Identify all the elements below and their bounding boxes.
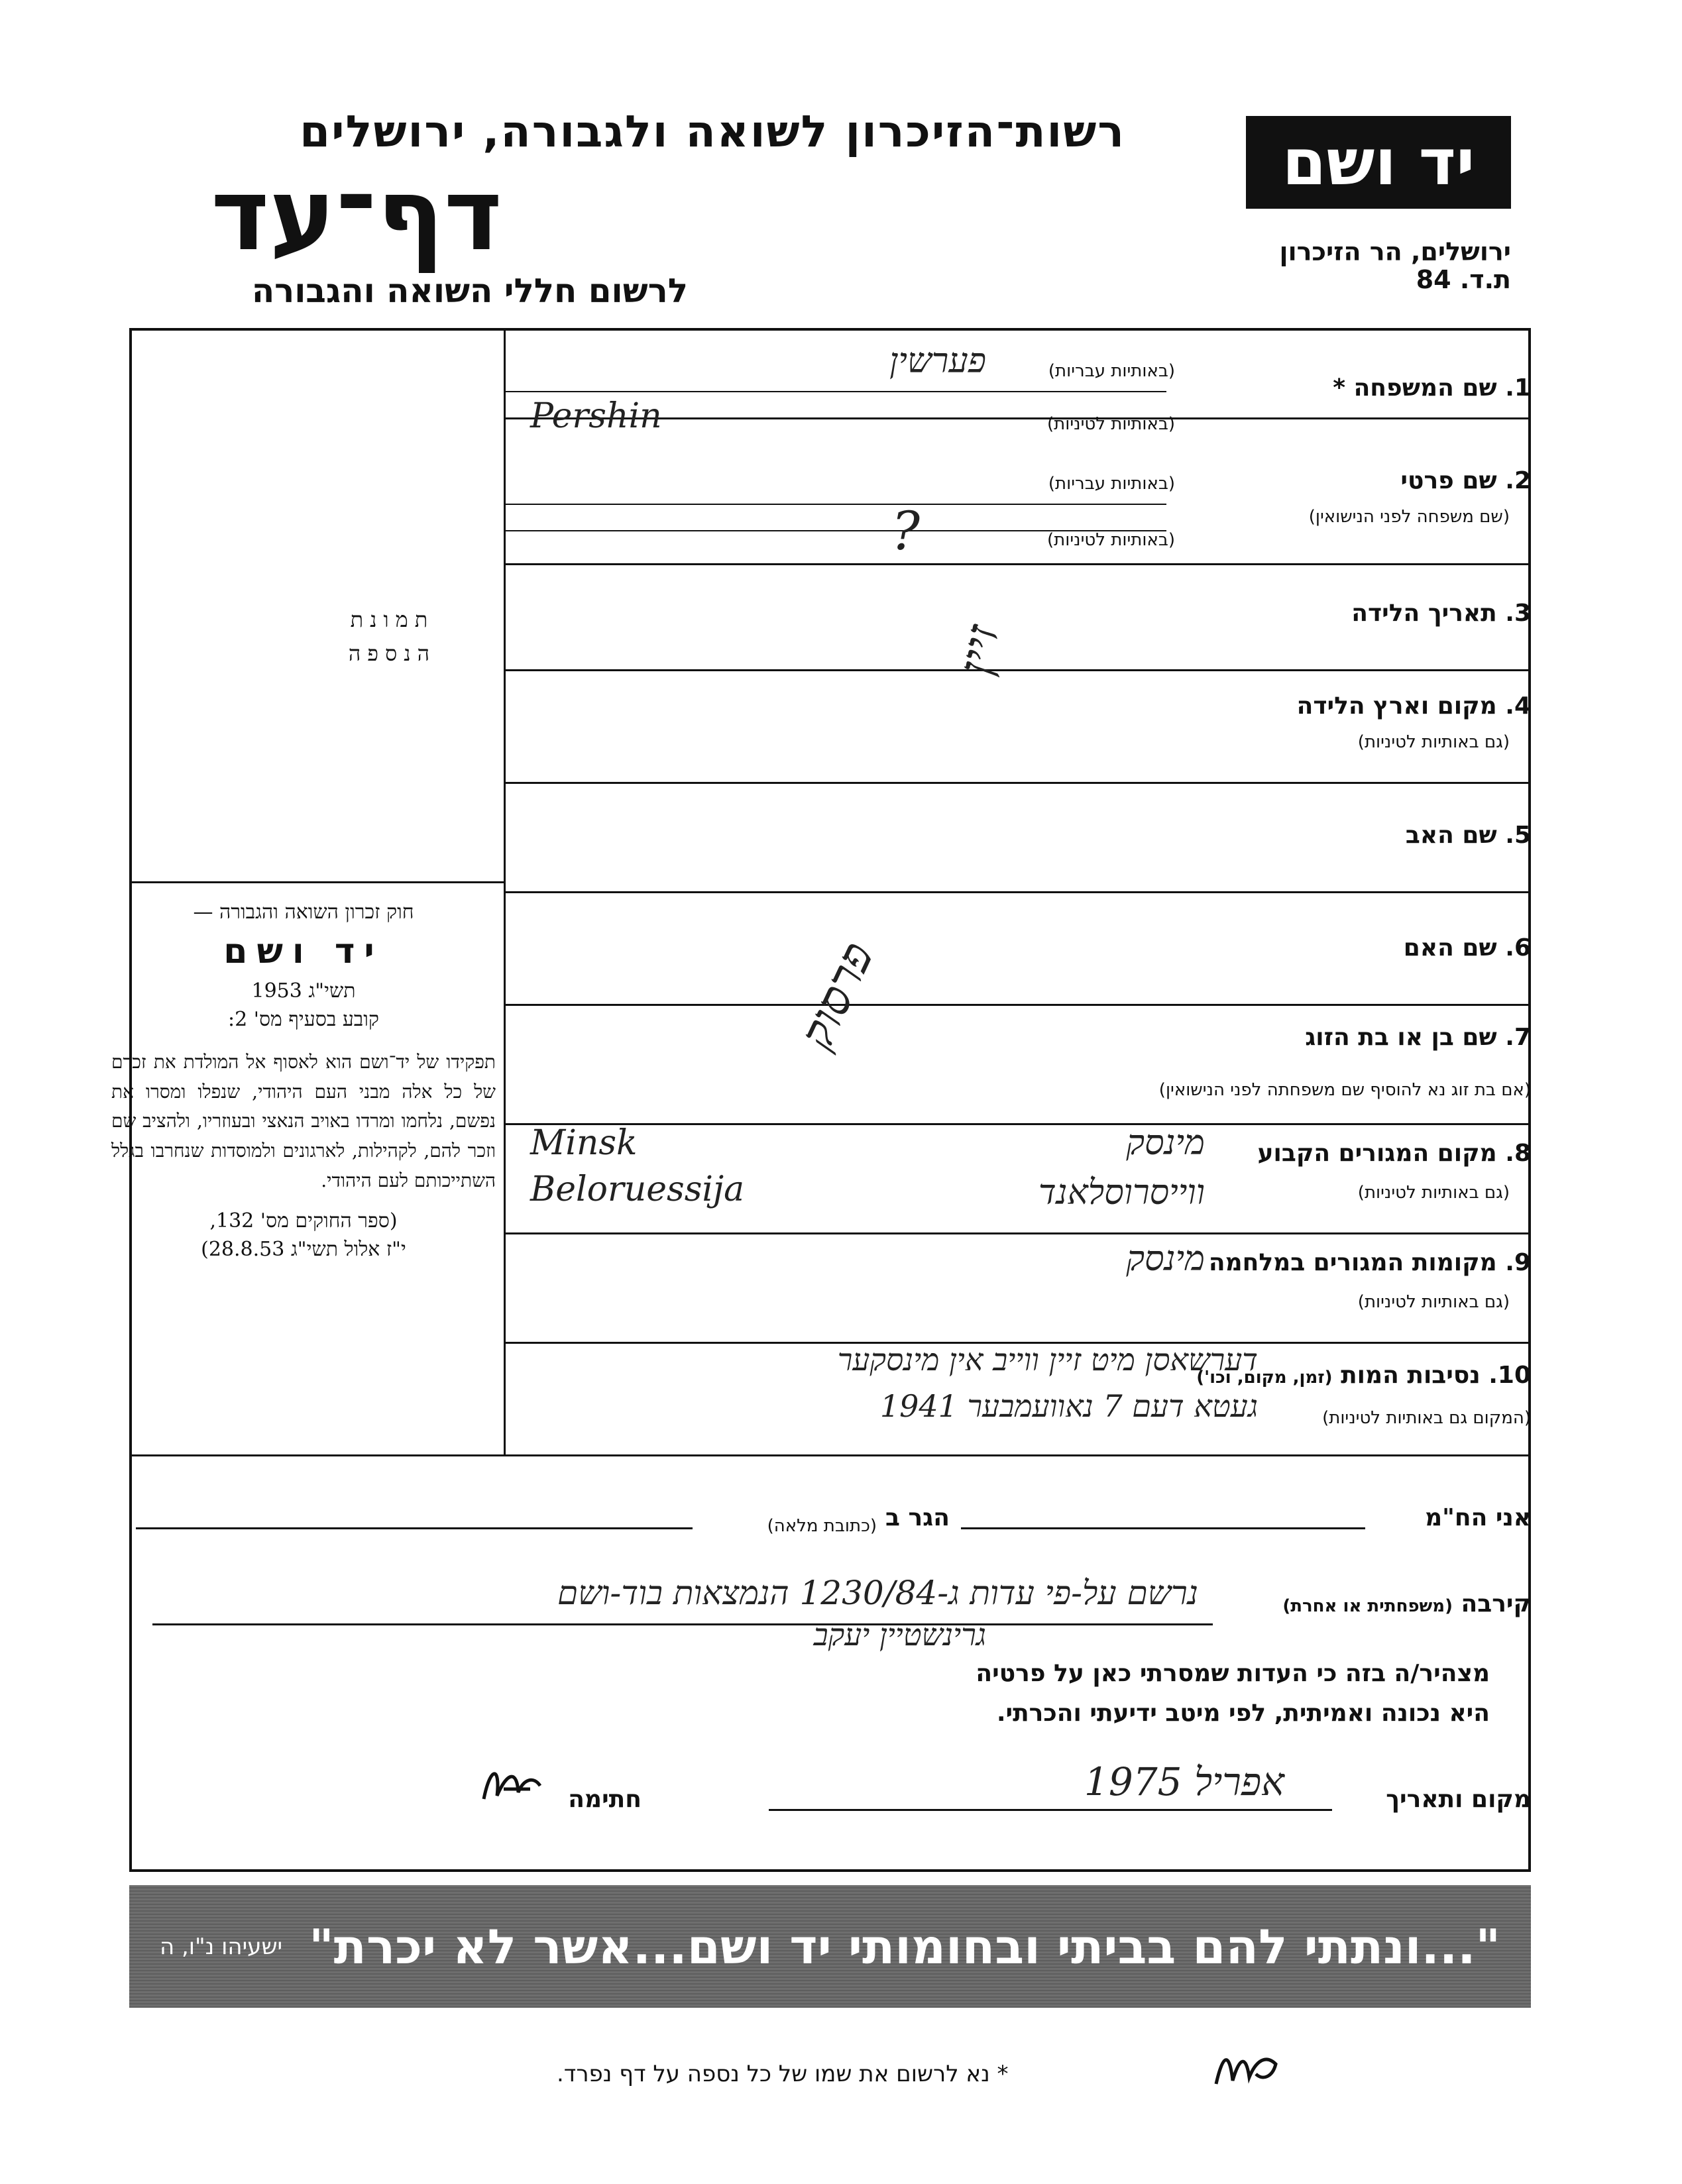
- field-2-latin-hint: (באותיות לטיניות): [1047, 530, 1175, 550]
- statement-line-1: מצהיר/ה בזה כי העדות שמסרתי כאן על פרטיה: [976, 1660, 1490, 1687]
- field-8-note: (גם באותיות לטיניות): [1357, 1183, 1510, 1203]
- field-2-note: (שם משפחה לפני הנישואין): [1308, 507, 1510, 527]
- field-7-note: (אם בת זוג נא להוסיף שם משפחתה לפני הנישואין): [1158, 1080, 1531, 1100]
- field-8-latin-country[interactable]: Beloruessija: [530, 1170, 745, 1209]
- place-date-label: מקום ותאריך: [1386, 1786, 1531, 1813]
- place-date-value[interactable]: אפריל 1975: [1084, 1759, 1284, 1804]
- row-divider: [504, 1232, 1531, 1234]
- field-5-label: 5. שם האב: [1405, 822, 1531, 849]
- field-10-label: 10. נסיבות המות (זמן, מקום, וכו'): [1196, 1362, 1531, 1389]
- field-8-latin-city[interactable]: Minsk: [530, 1123, 638, 1163]
- row-divider: [504, 782, 1531, 784]
- field-1-hebrew-hint: (באותיות עבריות): [1048, 361, 1175, 381]
- field-1-latin-value[interactable]: Pershin: [530, 396, 662, 436]
- law-body: תפקידו של יד־ושם הוא לאסוף אל המולדת את זכרם של כל אלה מבני העם היהודי, שנפלו ומסרו את נפשם, נלחמו ומרדו באויב הנאצי ובעוזריו, ולהציב שם וזכר להם, לקהילות, לארגונים ולמוסדות שנחרבו בגלל השתייכותם לעם היהודי.: [111, 1050, 496, 1192]
- address-note: (כתובת מלאה): [767, 1516, 877, 1536]
- section-divider: [129, 1454, 1531, 1456]
- banner-source: ישעיהו נ"ו, ה: [159, 1933, 283, 1960]
- field-4-note: (גם באותיות לטיניות): [1357, 732, 1510, 752]
- handwritten-note-diagonal: פרסוק: [789, 934, 885, 1057]
- declarant-label: אני הח"מ: [1425, 1504, 1531, 1531]
- field-3-label: 3. תאריך הלידה: [1351, 600, 1531, 627]
- row-divider: [504, 563, 1531, 565]
- photo-label-2: הנספה: [348, 641, 436, 667]
- initials-scribble-icon: [1209, 2041, 1289, 2094]
- address-line[interactable]: [136, 1527, 693, 1529]
- field-9-label: 9. מקומות המגורים במלחמה: [1208, 1249, 1531, 1276]
- logo-address-line-1: ירושלים, הר הזיכרון: [1279, 237, 1511, 266]
- relation-value-2[interactable]: גרינשטיין יעקב: [813, 1617, 986, 1653]
- statement-line-2: היא נכונה ואמיתית, לפי מיטב ידיעתי והכרתי.: [996, 1700, 1490, 1727]
- field-1-latin-hint: (באותיות לטיניות): [1047, 414, 1175, 434]
- logo-address: [1280, 239, 1511, 294]
- page-title: דף־עד: [211, 158, 502, 273]
- field-2-hebrew-hint: (באותיות עבריות): [1048, 474, 1175, 494]
- page-subtitle: לרשום חללי השואה והגבורה: [251, 272, 688, 310]
- law-excerpt: [111, 898, 496, 1264]
- field-10-note: (המקום גם באותיות לטיניות): [1322, 1408, 1531, 1428]
- relation-line[interactable]: [152, 1623, 1213, 1625]
- field-9-note: (גם באותיות לטיניות): [1357, 1292, 1510, 1312]
- law-name: יד ושם: [223, 931, 384, 971]
- relation-value[interactable]: נרשם על-פי עדות ג-1230/84 הנמצאות בוד-ושם: [557, 1574, 1198, 1612]
- signature-label: חתימה: [568, 1786, 642, 1813]
- law-heading: חוק זכרון השואה והגבורה —: [193, 901, 414, 924]
- field-line: [504, 504, 1166, 505]
- law-section: קובע בסעיף מס' 2:: [228, 1008, 379, 1032]
- law-ref-2: י"ז אלול תשי"ג 28.8.53): [201, 1238, 406, 1262]
- panel-divider: [129, 881, 504, 883]
- law-ref-1: (ספר החוקים מס' 132,: [209, 1209, 398, 1232]
- yad-vashem-logo: יד ושם: [1246, 116, 1511, 209]
- authority-heading: רשות־הזיכרון לשואה ולגבורה, ירושלים: [300, 106, 1125, 157]
- field-8-label: 8. מקום המגורים הקבוע: [1257, 1140, 1531, 1167]
- row-divider: [504, 891, 1531, 893]
- field-10-value-2[interactable]: געטא דעם 7 נאוועמבער 1941: [879, 1388, 1258, 1424]
- field-9-value[interactable]: מינסק: [1126, 1239, 1205, 1279]
- declarant-name-line[interactable]: [961, 1527, 1365, 1529]
- field-1-label: 1. שם המשפחה *: [1333, 374, 1531, 402]
- row-divider: [504, 669, 1531, 671]
- handwritten-note-zein: זיין: [948, 621, 1010, 679]
- law-year: תשי"ג 1953: [251, 979, 356, 1003]
- field-1-hebrew-value[interactable]: פערשין: [889, 341, 986, 381]
- banner-quote: "...ונתתי להם בביתי ובחומותי יד ושם...אשר לא יכרת": [309, 1918, 1501, 1975]
- photo-label-1: תמונת: [350, 607, 435, 632]
- logo-address-line-2: ת.ד. 84: [1416, 264, 1511, 294]
- signature-mark[interactable]: [477, 1759, 550, 1812]
- field-7-label: 7. שם בן או בת הזוג: [1305, 1024, 1531, 1051]
- row-divider: [504, 1123, 1531, 1125]
- footer-initials: [1209, 2041, 1289, 2094]
- field-4-label: 4. מקום וארץ הלידה: [1296, 692, 1531, 720]
- field-8-hebrew-country[interactable]: ווייסרוסלאנד: [1038, 1173, 1205, 1213]
- footnote: * נא לרשום את שמו של כל נספה על דף נפרד.: [557, 2061, 1009, 2087]
- relation-label: קירבה (משפחתית או אחרת): [1282, 1590, 1531, 1617]
- place-date-line[interactable]: [769, 1809, 1332, 1811]
- field-10-value-1[interactable]: דערשאסן מיט זיין ווייב אין מינסקער: [837, 1342, 1258, 1378]
- resides-label: הגר ב: [885, 1504, 950, 1531]
- field-2-label: 2. שם פרטי: [1400, 467, 1531, 494]
- row-divider: [504, 1004, 1531, 1006]
- signature-scribble-icon: [477, 1759, 550, 1812]
- field-line: [504, 391, 1166, 392]
- field-8-hebrew-city[interactable]: מינסק: [1126, 1123, 1205, 1163]
- quote-banner: [129, 1885, 1531, 2008]
- field-2-hebrew-value[interactable]: ?: [891, 500, 920, 562]
- field-6-label: 6. שם האם: [1403, 934, 1531, 961]
- photo-placeholder: [349, 603, 436, 671]
